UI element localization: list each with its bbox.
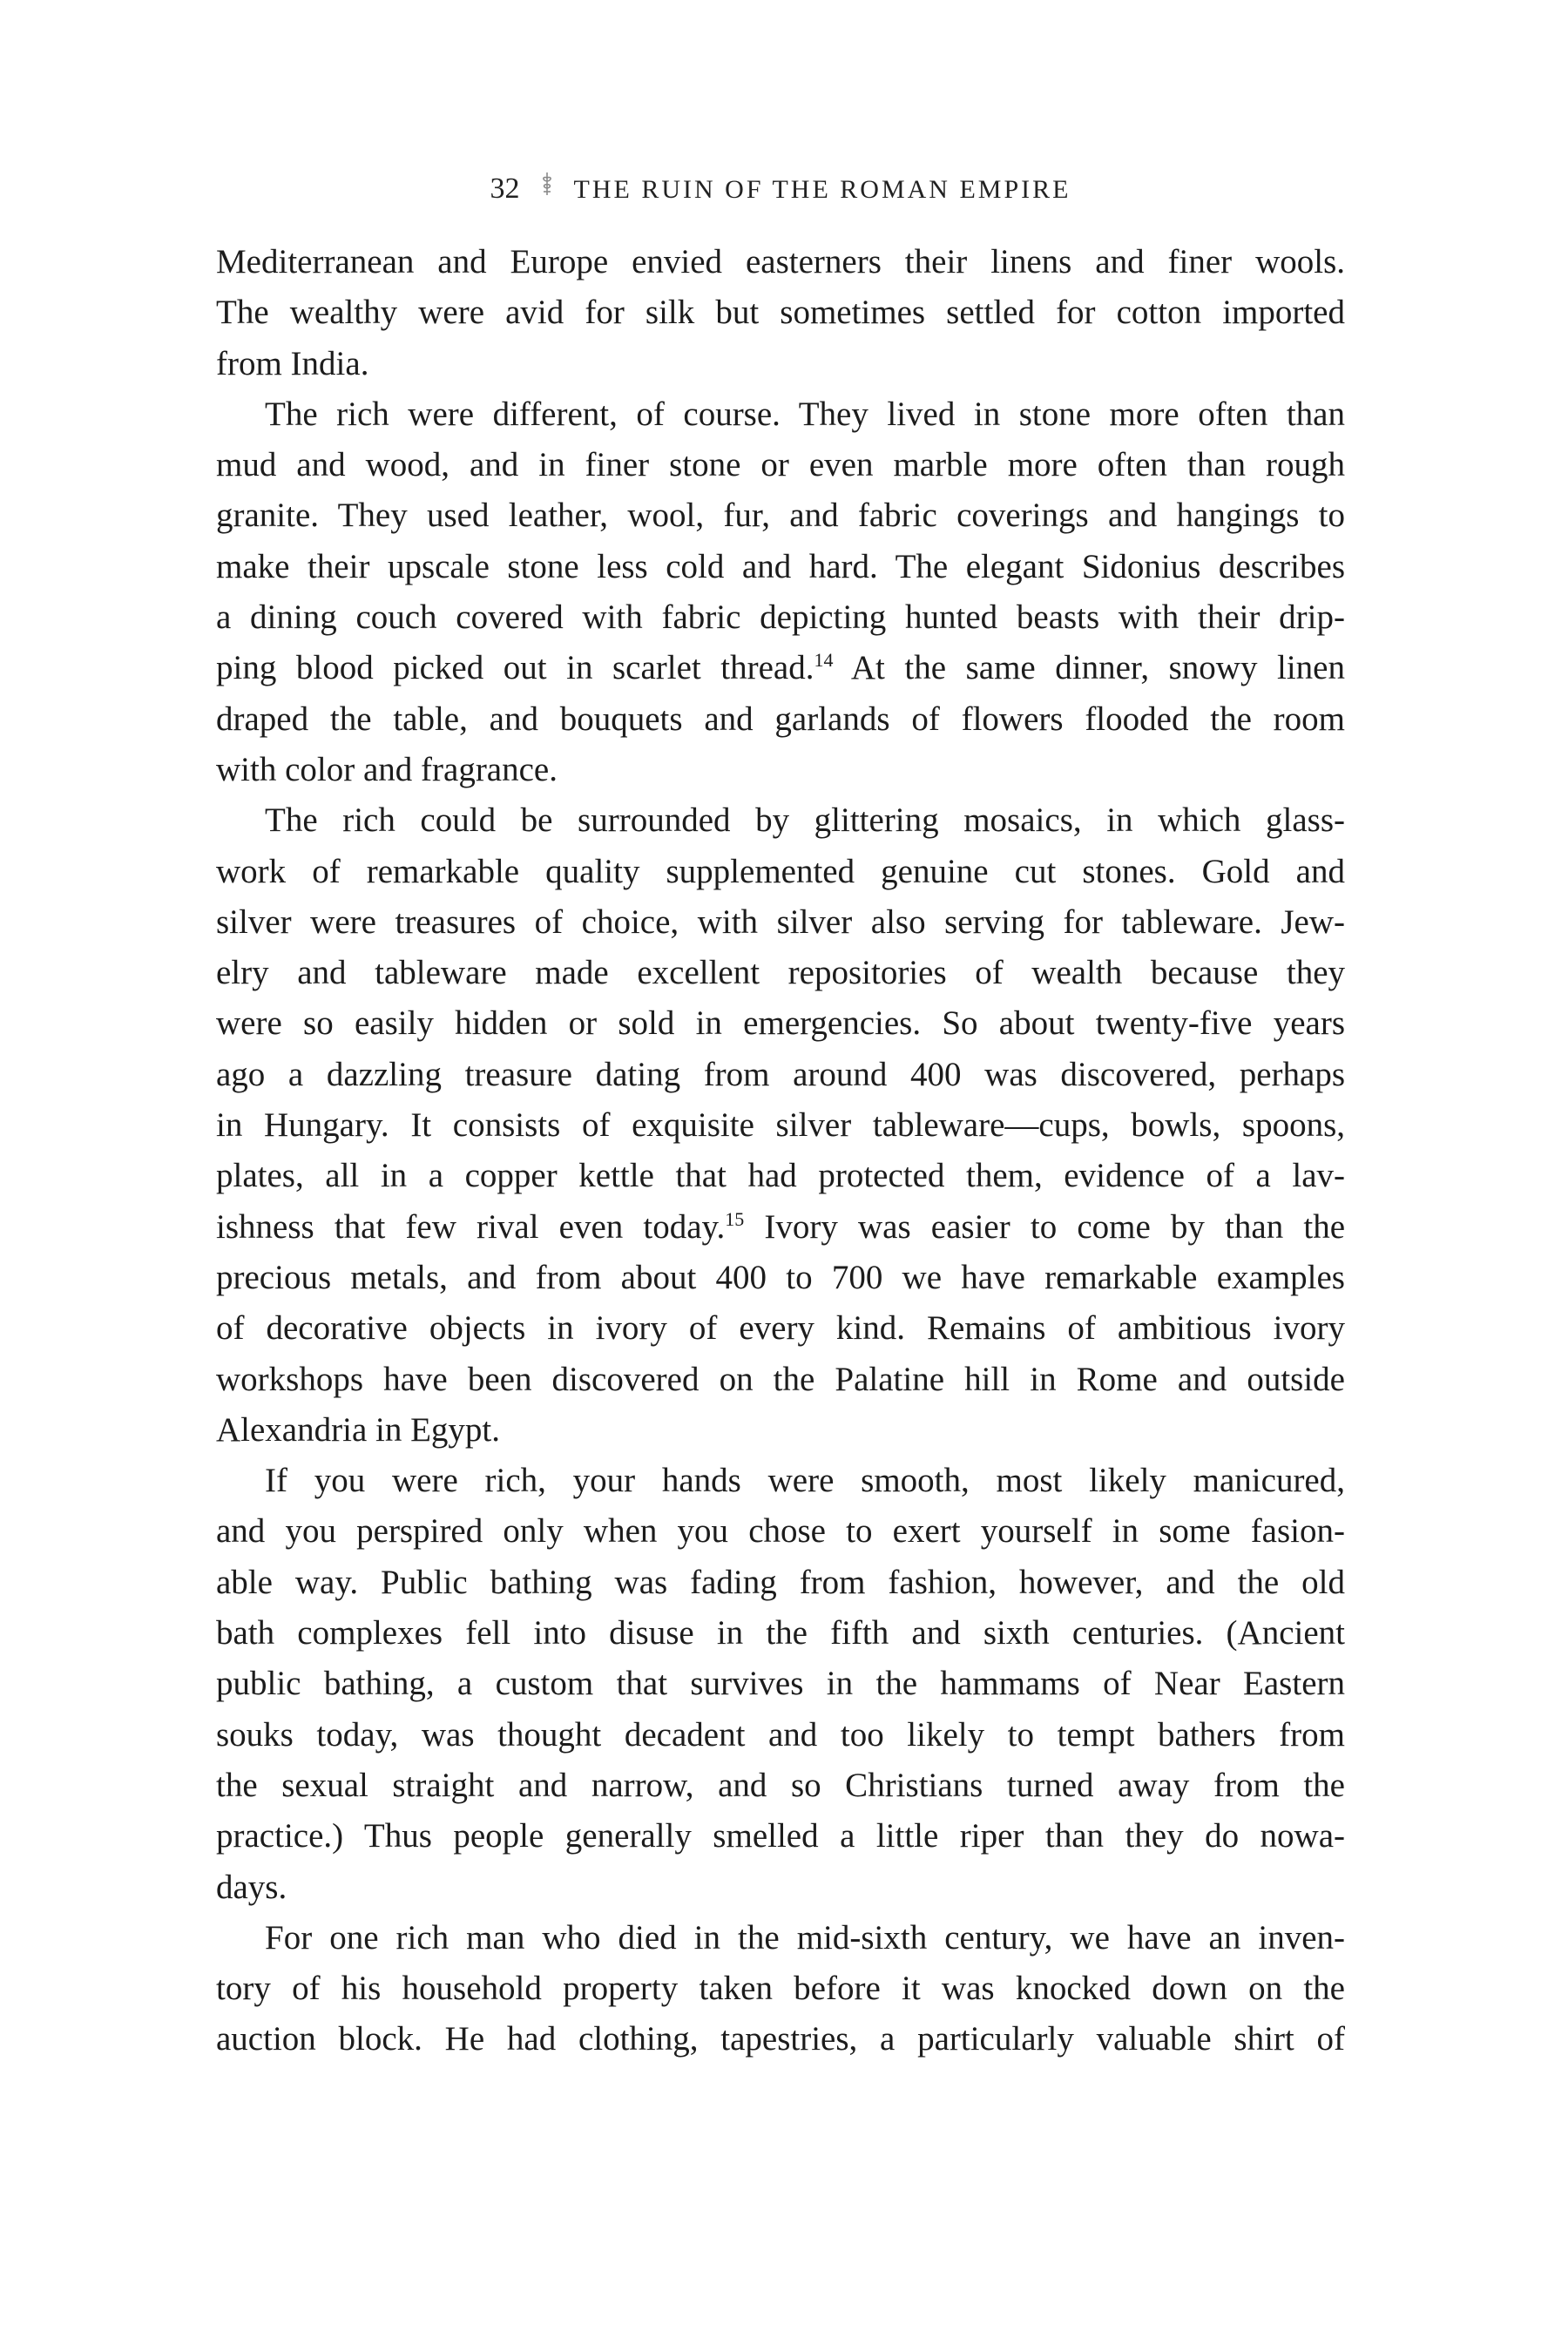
text-line: The wealthy were avid for silk but sometimes settled for cotton imported	[216, 294, 1345, 332]
text-line: silver were treasures of choice, with silver also serving for tableware. Jew-	[216, 902, 1345, 941]
text-line: in Hungary. It consists of exquisite silver tableware—cups, bowls, spoons,	[216, 1106, 1345, 1145]
body-text	[216, 237, 1345, 2065]
text-line: precious metals, and from about 400 to 700 we have remarkable examples	[216, 1258, 1345, 1296]
text-line: of decorative objects in ivory of every kind. Remains of ambitious ivory	[216, 1309, 1345, 1348]
text-line: Mediterranean and Europe envied easterners their linens and finer wools.	[216, 243, 1345, 280]
text-line	[216, 1202, 1345, 1253]
text-line: auction block. He had clothing, tapestries, a particularly valuable shirt of	[216, 2020, 1345, 2058]
text-line: workshops have been discovered on the Palatine hill in Rome and outside	[216, 1360, 1345, 1398]
text-line: For one rich man who died in the mid-sixth century, we have an inven-	[265, 1918, 1345, 1957]
fleuron-icon	[539, 170, 555, 208]
text-segment: Ivory was easier to come by than the	[744, 1207, 1346, 1246]
text-line: If you were rich, your hands were smooth, most likely manicured,	[265, 1462, 1345, 1500]
text-line	[216, 643, 1345, 693]
page-number: 32	[490, 172, 520, 205]
text-line: from India.	[216, 344, 369, 382]
paragraph	[216, 237, 1345, 389]
text-segment: ishness that few rival even today.	[216, 1207, 726, 1246]
text-line: ago a dazzling treasure dating from around 400 was discovered, perhaps	[216, 1055, 1345, 1093]
text-line: The rich were different, of course. They lived in stone more often than	[265, 395, 1345, 433]
text-line: able way. Public bathing was fading from fashion, however, and the old	[216, 1563, 1345, 1601]
footnote-ref[interactable]: 15	[725, 1207, 745, 1230]
text-line: and you perspired only when you chose to exert yourself in some fasion-	[216, 1512, 1345, 1551]
paragraph	[216, 389, 1345, 795]
text-line: granite. They used leather, wool, fur, and fabric coverings and hangings to	[216, 497, 1345, 535]
text-line: the sexual straight and narrow, and so Christians turned away from the	[216, 1766, 1345, 1804]
text-line: The rich could be surrounded by glittering mosaics, in which glass-	[265, 801, 1345, 840]
text-segment: ping blood picked out in scarlet thread.	[216, 649, 814, 687]
text-line: mud and wood, and in finer stone or even marble more often than rough	[216, 446, 1345, 484]
paragraph	[216, 1456, 1345, 1913]
paragraph	[216, 1913, 1345, 2065]
text-segment: At the same dinner, snowy linen	[833, 649, 1345, 687]
text-line: make their upscale stone less cold and hard. The elegant Sidonius describes	[216, 547, 1345, 585]
text-line: souks today, was thought decadent and too likely to tempt bathers from	[216, 1715, 1345, 1754]
book-title: THE RUIN OF THE ROMAN EMPIRE	[573, 175, 1071, 204]
text-line: with color and fragrance.	[216, 750, 558, 788]
text-line: days.	[216, 1868, 287, 1906]
footnote-ref[interactable]: 14	[814, 649, 834, 672]
text-line: work of remarkable quality supplemented genuine cut stones. Gold and	[216, 852, 1345, 890]
text-line: Alexandria in Egypt.	[216, 1410, 500, 1449]
text-line: public bathing, a custom that survives in the hammams of Near Eastern	[216, 1665, 1345, 1703]
text-line: elry and tableware made excellent repositories of wealth because they	[216, 954, 1345, 992]
text-line: practice.) Thus people generally smelled a little riper than they do nowa-	[216, 1817, 1345, 1855]
running-head	[216, 170, 1345, 211]
text-line: were so easily hidden or sold in emergencies. So about twenty-five years	[216, 1004, 1345, 1043]
text-line: tory of his household property taken before it was knocked down on the	[216, 1970, 1345, 2008]
text-line: a dining couch covered with fabric depicting hunted beasts with their drip-	[216, 598, 1345, 637]
text-line: draped the table, and bouquets and garlands of flowers flooded the room	[216, 700, 1345, 738]
paragraph	[216, 795, 1345, 1456]
text-line: plates, all in a copper kettle that had protected them, evidence of a lav-	[216, 1157, 1345, 1195]
text-line: bath complexes fell into disuse in the fifth and sixth centuries. (Ancient	[216, 1614, 1345, 1652]
